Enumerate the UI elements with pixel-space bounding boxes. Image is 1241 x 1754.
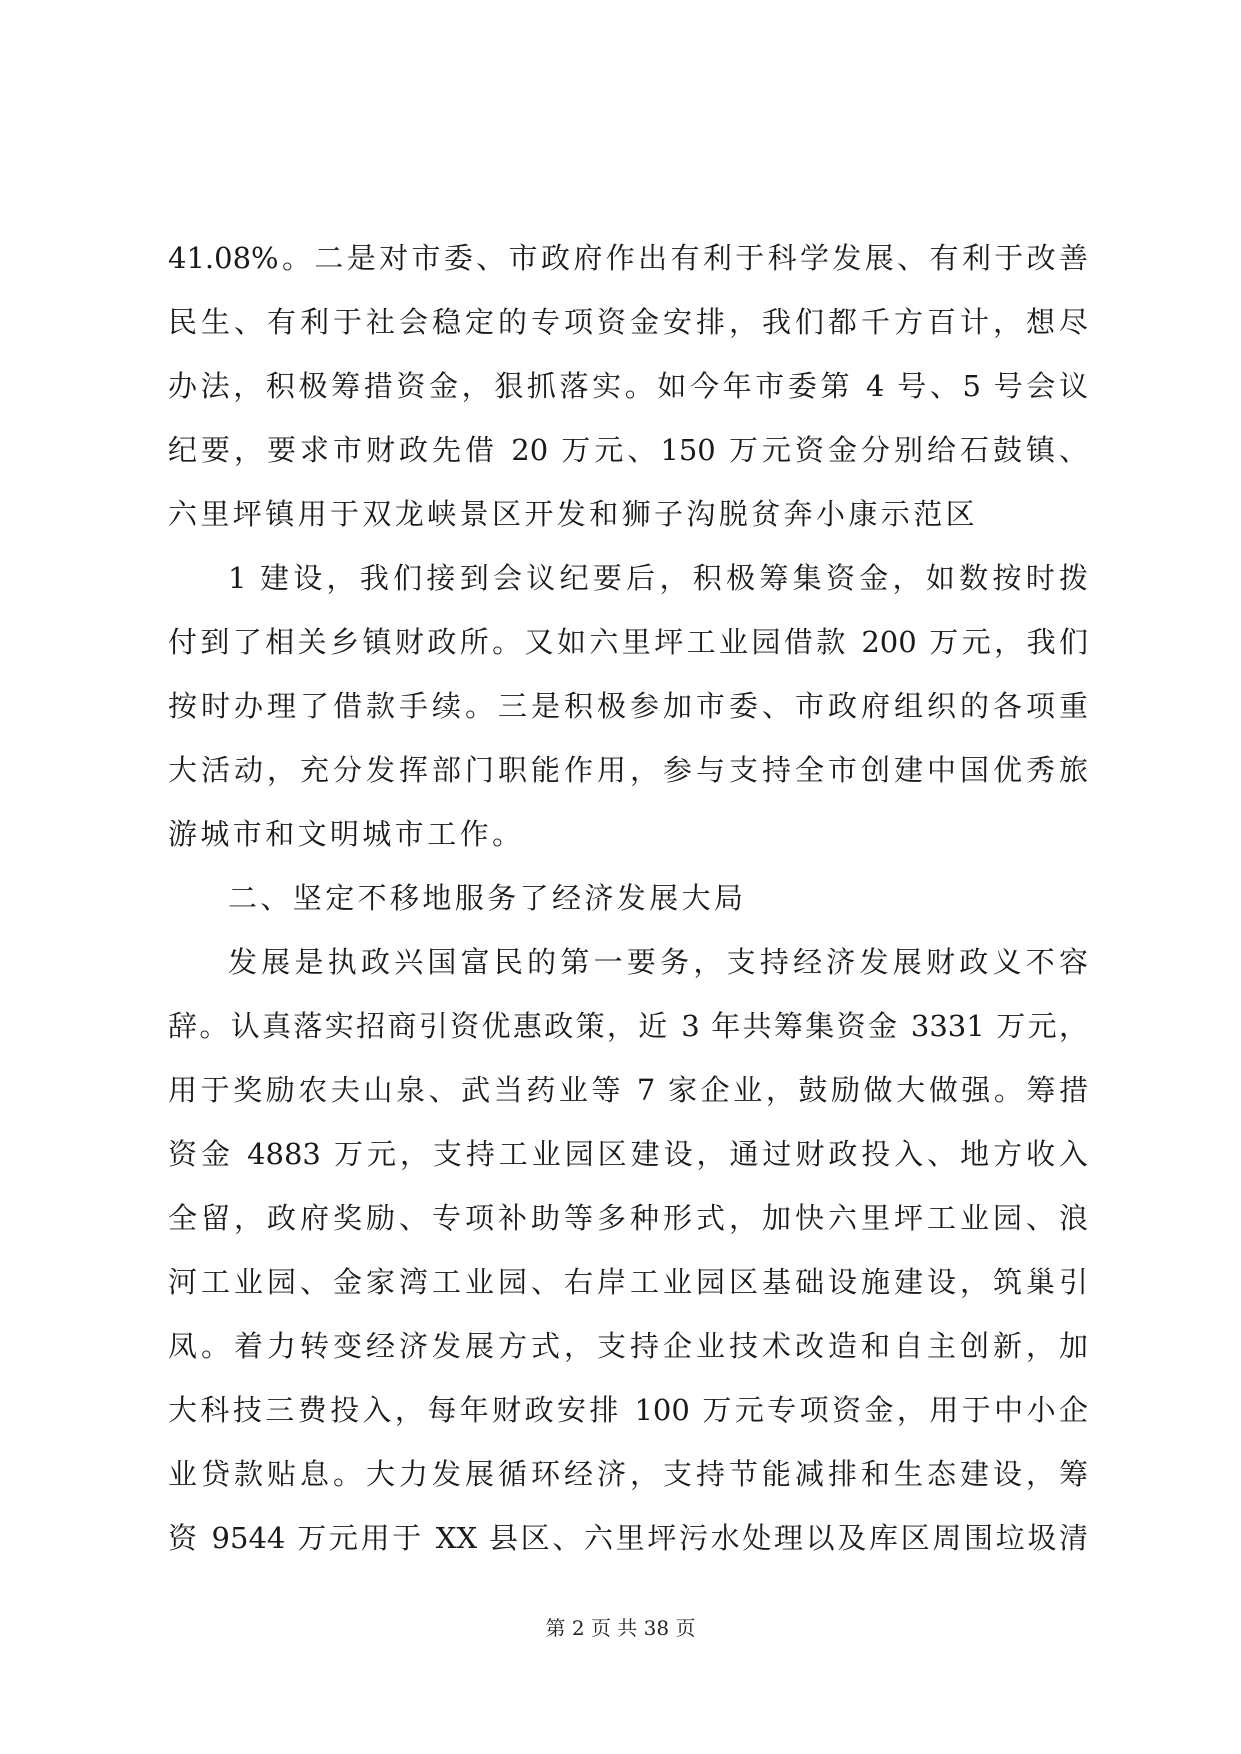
text-line: 资金 4883 万元，支持工业园区建设，通过财政投入、地方收入 bbox=[168, 1137, 1088, 1171]
text-line: 大活动，充分发挥部门职能作用，参与支持全市创建中国优秀旅 bbox=[168, 753, 1088, 787]
text-line: 纪要，要求市财政先借 20 万元、150 万元资金分别给石鼓镇、 bbox=[168, 433, 1088, 467]
text-line: 付到了相关乡镇财政所。又如六里坪工业园借款 200 万元，我们 bbox=[168, 625, 1088, 659]
text-line: 按时办理了借款手续。三是积极参加市委、市政府组织的各项重 bbox=[168, 689, 1088, 723]
paragraph-first-line: 1 建设，我们接到会议纪要后，积极筹集资金，如数按时拨 bbox=[228, 561, 1088, 595]
text-line: 大科技三费投入，每年财政安排 100 万元专项资金，用于中小企 bbox=[168, 1393, 1088, 1427]
text-line: 业贷款贴息。大力发展循环经济，支持节能减排和生态建设，筹 bbox=[168, 1457, 1088, 1491]
document-body bbox=[168, 226, 1088, 1570]
paragraph-first-line: 发展是执政兴国富民的第一要务，支持经济发展财政义不容 bbox=[228, 945, 1088, 979]
text-line: 民生、有利于社会稳定的专项资金安排，我们都千方百计，想尽 bbox=[168, 305, 1088, 339]
text-line: 河工业园、金家湾工业园、右岸工业园区基础设施建设，筑巢引 bbox=[168, 1265, 1088, 1299]
section-heading: 二、坚定不移地服务了经济发展大局 bbox=[228, 881, 747, 915]
page-number-footer: 第 2 页 共 38 页 bbox=[545, 1616, 696, 1640]
text-line: 办法，积极筹措资金，狠抓落实。如今年市委第 4 号、5 号会议 bbox=[168, 369, 1088, 403]
text-line: 全留，政府奖励、专项补助等多种形式，加快六里坪工业园、浪 bbox=[168, 1201, 1088, 1235]
text-line: 用于奖励农夫山泉、武当药业等 7 家企业，鼓励做大做强。筹措 bbox=[168, 1073, 1088, 1107]
text-line: 辞。认真落实招商引资优惠政策，近 3 年共筹集资金 3331 万元， bbox=[168, 1009, 1088, 1043]
text-line: 资 9544 万元用于 XX 县区、六里坪污水处理以及库区周围垃圾清 bbox=[168, 1521, 1088, 1555]
text-line: 六里坪镇用于双龙峡景区开发和狮子沟脱贫奔小康示范区 bbox=[168, 497, 979, 531]
text-line: 41.08%。二是对市委、市政府作出有利于科学发展、有利于改善 bbox=[168, 241, 1088, 275]
text-line: 凤。着力转变经济发展方式，支持企业技术改造和自主创新，加 bbox=[168, 1329, 1088, 1363]
text-line: 游城市和文明城市工作。 bbox=[168, 817, 525, 851]
